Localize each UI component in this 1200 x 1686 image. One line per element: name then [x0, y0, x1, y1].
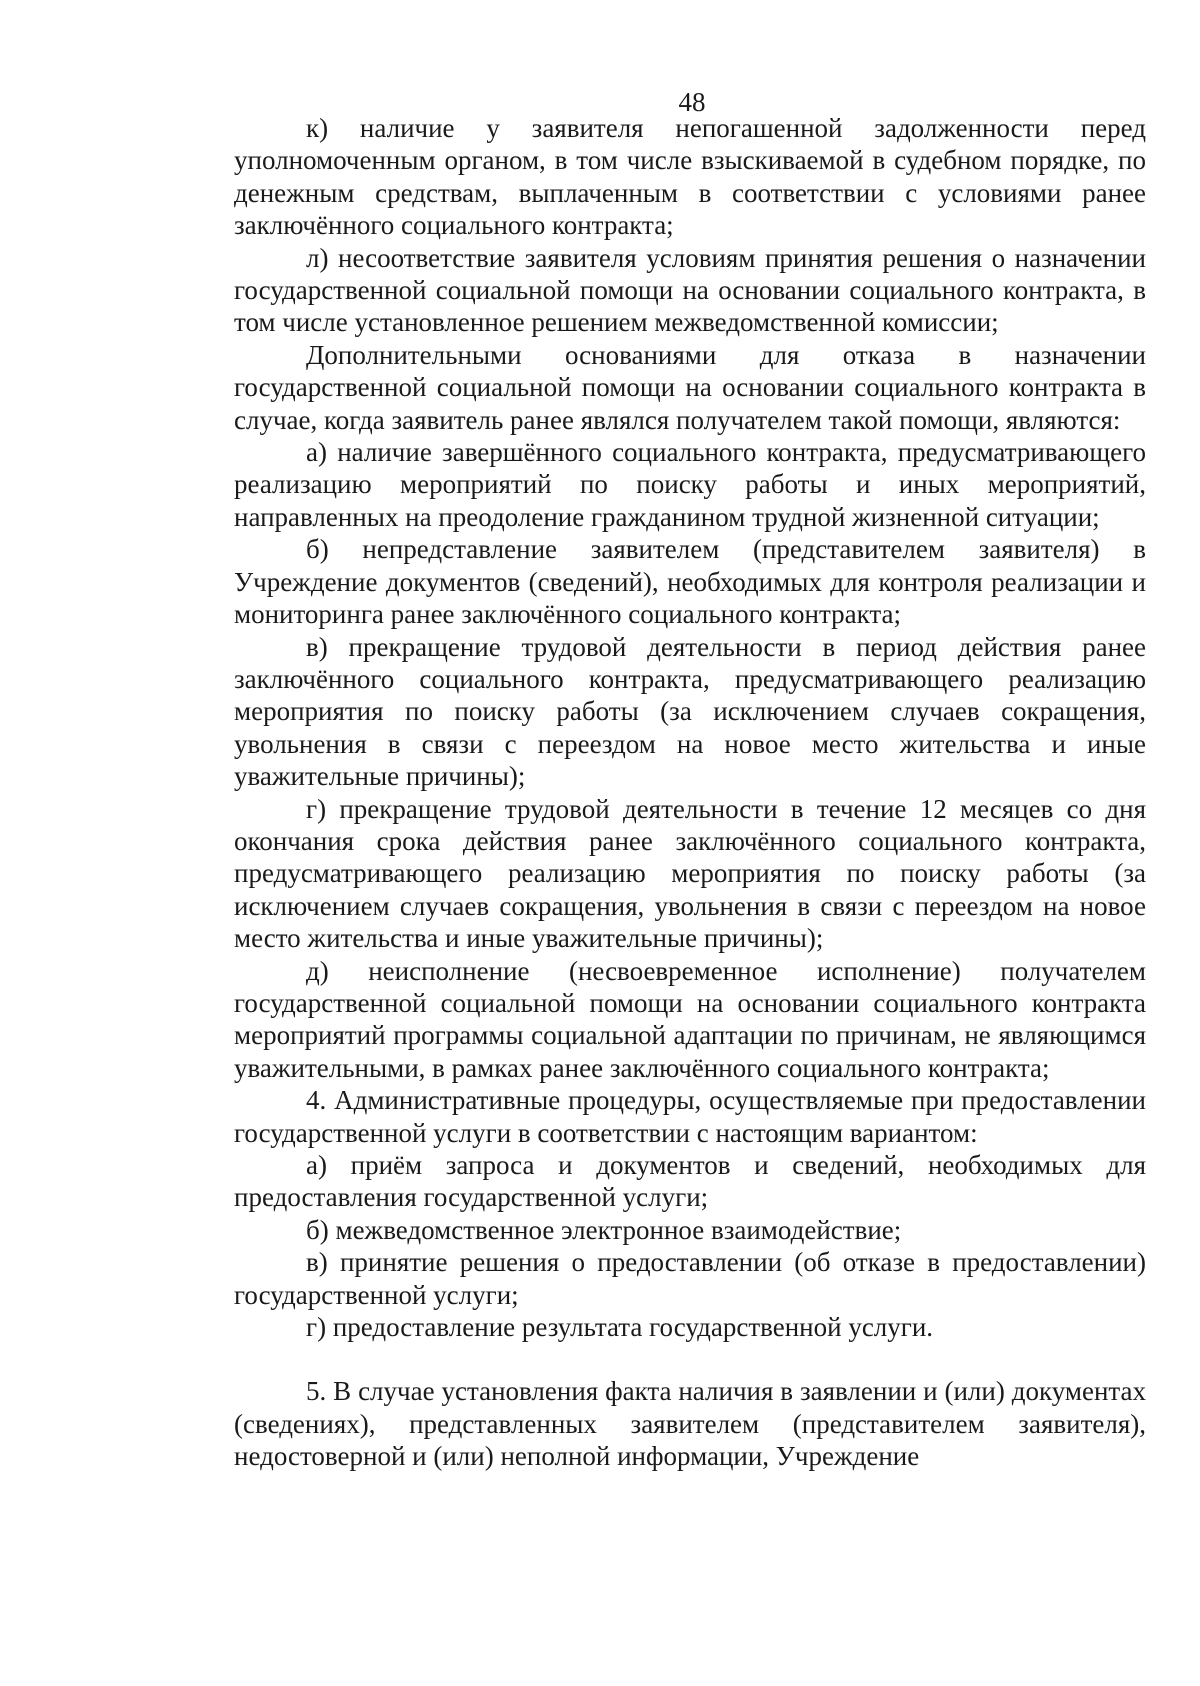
paragraph-section-5: 5. В случае установления факта наличия в заявлении и (или) документах (сведениях), представленных заявителем (представителем заявителя), недостоверной и (или) неполной информации, Учреждение: [234, 1376, 1146, 1472]
paragraph-procedure-g: г) предоставление результата государственной услуги.: [306, 1312, 934, 1343]
paragraph-procedure-a: а) приём запроса и документов и сведений, необходимых для предоставления государственной услуги;: [234, 1150, 1146, 1213]
paragraph-item-l: л) несоответствие заявителя условиям принятия решения о назначении государственной социальной помощи на основании социального контракта, в том числе установленное решением межведомственной комиссии;: [234, 242, 1146, 338]
paragraph-additional-grounds: Дополнительными основаниями для отказа в назначении государственной социальной помощи на основании социального контракта в случае, когда заявитель ранее являлся получателем такой помощи, являются:: [234, 339, 1146, 435]
paragraph-item-b: б) непредставление заявителем (представителем заявителя) в Учреждение документов (сведений), необходимых для контроля реализации и мониторинга ранее заключённого социального контракта;: [234, 534, 1146, 630]
paragraph-item-d: д) неисполнение (несвоевременное исполнение) получателем государственной социальной помощи на основании социального контракта мероприятий программы социальной адаптации по причинам, не являющимся уважительными, в рамках ранее заключённого социального контракта;: [234, 955, 1146, 1083]
paragraph-item-k: к) наличие у заявителя непогашенной задолженности перед уполномоченным органом, в том числе взыскиваемой в судебном порядке, по денежным средствам, выплаченным в соответствии с условиями ранее заключённого социального контракта;: [234, 113, 1146, 241]
paragraph-item-g: г) прекращение трудовой деятельности в течение 12 месяцев со дня окончания срока действия ранее заключённого социального контракта, предусматривающего реализацию мероприятия по поиску работы (за исключением случаев сокращения, увольнения в связи с переездом на новое место жительства и иные уважительные причины);: [234, 793, 1146, 954]
paragraph-item-v: в) прекращение трудовой деятельности в период действия ранее заключённого социального контракта, предусматривающего реализацию мероприятия по поиску работы (за исключением случаев сокращения, увольнения в связи с переездом на новое место жительства и иные уважительные причины);: [234, 631, 1146, 792]
paragraph-procedure-b: б) межведомственное электронное взаимодействие;: [306, 1214, 902, 1245]
paragraph-section-4: 4. Административные процедуры, осуществляемые при предоставлении государственной услуги в соответствии с настоящим вариантом:: [234, 1085, 1146, 1148]
paragraph-procedure-v: в) принятие решения о предоставлении (об отказе в предоставлении) государственной услуги;: [234, 1247, 1146, 1310]
page-number: 48: [678, 87, 706, 117]
paragraph-item-a: а) наличие завершённого социального контракта, предусматривающего реализацию мероприятий по поиску работы и иных мероприятий, направленных на преодоление гражданином трудной жизненной ситуации;: [234, 437, 1146, 532]
document-body: [234, 112, 1146, 1473]
